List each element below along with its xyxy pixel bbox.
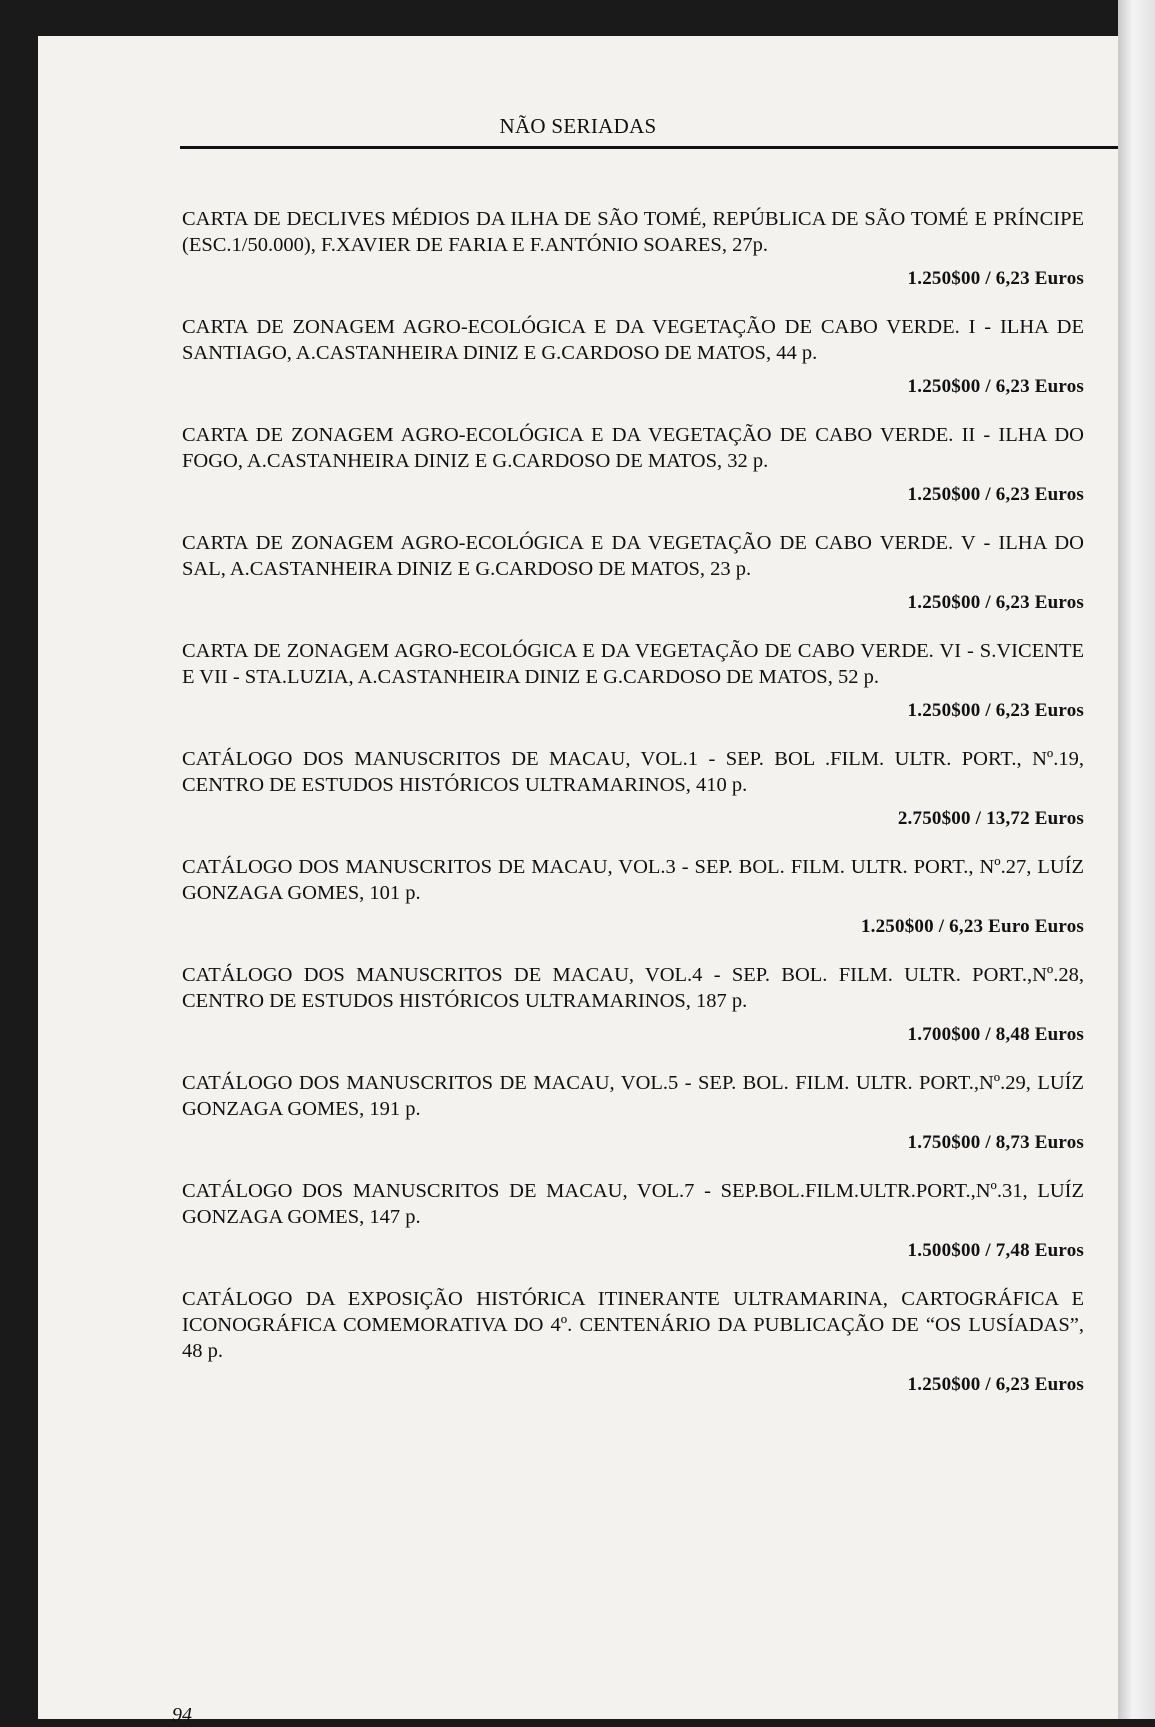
entry-title: CARTA DE ZONAGEM AGRO-ECOLÓGICA E DA VEGETAÇÃO DE CABO VERDE. II - ILHA DO FOGO, A.CASTANHEIRA DINIZ E G.CARDOSO DE MATOS, 32 p. — [182, 424, 1084, 472]
entry — [182, 422, 1084, 508]
entry — [182, 1286, 1084, 1398]
entry — [182, 206, 1084, 292]
document-page — [38, 36, 1118, 1726]
entry-price: 1.250$00 / 6,23 Euros — [907, 700, 1084, 721]
entry-title: CATÁLOGO DOS MANUSCRITOS DE MACAU, VOL.1 - SEP. BOL .FILM. ULTR. PORT., Nº.19, CENTRO DE ESTUDOS HISTÓRICOS ULTRAMARINOS, 410 p. — [182, 748, 1084, 796]
entry-title: CATÁLOGO DOS MANUSCRITOS DE MACAU, VOL.7 - SEP.BOL.FILM.ULTR.PORT.,Nº.31, LUÍZ GONZAGA GOMES, 147 p. — [182, 1180, 1084, 1228]
page-number: 94 — [172, 1704, 192, 1726]
entry — [182, 962, 1084, 1048]
entry-price: 2.750$00 / 13,72 Euros — [897, 808, 1084, 829]
entry-price: 1.250$00 / 6,23 Euro Euros — [860, 916, 1084, 937]
page-header-title: NÃO SERIADAS — [499, 114, 657, 138]
entry — [182, 854, 1084, 940]
entry-title: CATÁLOGO DOS MANUSCRITOS DE MACAU, VOL.5 - SEP. BOL. FILM. ULTR. PORT.,Nº.29, LUÍZ GONZAGA GOMES, 191 p. — [182, 1072, 1084, 1120]
entry-title: CARTA DE ZONAGEM AGRO-ECOLÓGICA E DA VEGETAÇÃO DE CABO VERDE. VI - S.VICENTE E VII - STA.LUZIA, A.CASTANHEIRA DINIZ E G.CARDOSO DE MATOS, 52 p. — [182, 640, 1084, 688]
entry-price: 1.700$00 / 8,48 Euros — [907, 1024, 1084, 1045]
entry — [182, 1178, 1084, 1264]
entry-title: CARTA DE ZONAGEM AGRO-ECOLÓGICA E DA VEGETAÇÃO DE CABO VERDE. I - ILHA DE SANTIAGO, A.CASTANHEIRA DINIZ E G.CARDOSO DE MATOS, 44 p. — [182, 316, 1084, 364]
entry-title: CATÁLOGO DA EXPOSIÇÃO HISTÓRICA ITINERANTE ULTRAMARINA, CARTOGRÁFICA E ICONOGRÁFICA COMEMORATIVA DO 4º. CENTENÁRIO DA PUBLICAÇÃO DE “OS LUSÍADAS”, 48 p. — [182, 1288, 1084, 1362]
entry-title: CATÁLOGO DOS MANUSCRITOS DE MACAU, VOL.3 - SEP. BOL. FILM. ULTR. PORT., Nº.27, LUÍZ GONZAGA GOMES, 101 p. — [182, 856, 1084, 904]
entry — [182, 746, 1084, 832]
entry-price: 1.250$00 / 6,23 Euros — [907, 268, 1084, 289]
entry — [182, 530, 1084, 616]
entry — [182, 1070, 1084, 1156]
entry-price: 1.500$00 / 7,48 Euros — [907, 1240, 1084, 1261]
entry-price: 1.750$00 / 8,73 Euros — [907, 1132, 1084, 1153]
entry-title: CARTA DE ZONAGEM AGRO-ECOLÓGICA E DA VEGETAÇÃO DE CABO VERDE. V - ILHA DO SAL, A.CASTANHEIRA DINIZ E G.CARDOSO DE MATOS, 23 p. — [182, 532, 1084, 580]
facing-page-edge — [1118, 0, 1155, 1719]
entry-price: 1.250$00 / 6,23 Euros — [907, 376, 1084, 397]
entry-price: 1.250$00 / 6,23 Euros — [907, 1374, 1084, 1395]
entry — [182, 314, 1084, 400]
entry-price: 1.250$00 / 6,23 Euros — [907, 592, 1084, 613]
entry-list — [182, 206, 1084, 1420]
entry-title: CARTA DE DECLIVES MÉDIOS DA ILHA DE SÃO TOMÉ, REPÚBLICA DE SÃO TOMÉ E PRÍNCIPE (ESC.1/50.000), F.XAVIER DE FARIA E F.ANTÓNIO SOARES, 27p. — [182, 208, 1084, 256]
header-rule — [180, 146, 1118, 149]
entry — [182, 638, 1084, 724]
entry-price: 1.250$00 / 6,23 Euros — [907, 484, 1084, 505]
entry-title: CATÁLOGO DOS MANUSCRITOS DE MACAU, VOL.4 - SEP. BOL. FILM. ULTR. PORT.,Nº.28, CENTRO DE ESTUDOS HISTÓRICOS ULTRAMARINOS, 187 p. — [182, 964, 1084, 1012]
